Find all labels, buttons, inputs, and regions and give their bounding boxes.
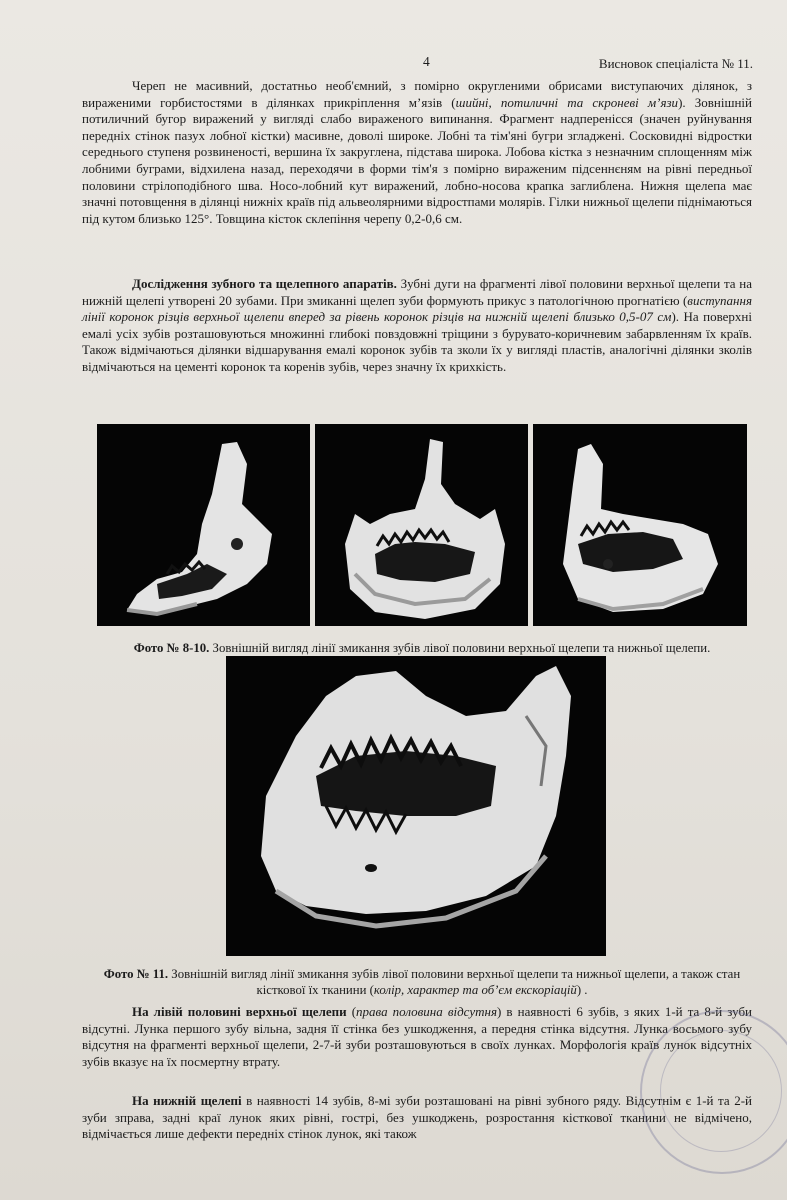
photo-8	[97, 424, 310, 626]
lower-jaw-heading: На нижній щелепі	[132, 1093, 242, 1108]
dental-heading: Дослідження зубного та щелепного апаратів.	[132, 276, 397, 291]
dental-paragraph: Дослідження зубного та щелепного апаратів. Зубні дуги на фрагменті лівої половини верхньої щелепи та на нижній щелепі утворені 20 зубами. При змиканні щелеп зуби формують прикус з патологічною прогнатією (виступання лінії коронок різців верхньої щелепи вперед за рівень коронок різців на нижній щелепі близько 0,5-07 см). На поверхні емалі усіх зубів розташовуються множинні глибокі повздовжні тріщини з бурувато-коричневим забарвленням їх країв. Також відмічаються ділянки відшарування емалі коронок зубів та зколи їх у вигляді пластів, аналогічні ділянки зколів відмічаються на цементі коронок та коренів зубів, через значну їх крихкість.	[82, 276, 753, 374]
intro-section	[82, 78, 752, 227]
caption-photos-8-10: Фото № 8-10. Зовнішній вигляд лінії змикання зубів лівої половини верхньої щелепи та нижньої щелепи.	[133, 641, 711, 655]
page-header	[0, 54, 787, 74]
left-upper-jaw-heading: На лівій половині верхньої щелепи	[132, 1004, 347, 1019]
jaw-photo-9-image	[315, 424, 528, 626]
jaw-photo-11-image	[226, 656, 606, 956]
jaw-photo-10-image	[533, 424, 747, 626]
stamp-inner-ring	[660, 1030, 782, 1152]
photo-9	[315, 424, 528, 626]
document-title: Висновок спеціаліста № 11.	[598, 56, 753, 71]
page-number: 4	[423, 54, 430, 69]
dental-section	[82, 276, 752, 376]
left-upper-jaw-paragraph: На лівій половині верхньої щелепи (права половина відсутня) в наявності 6 зубів, з яких 1-й та 8-й зуби відсутні. Лунка першого зубу вільна, задня її стінка без ушкодження, а передня стінка відсутня. Лунка восьмого зубу відсутня на фрагменті верхньої щелепи, 2-7-й зуби розташовуються в своїх лунках. Морфологія країв лунок відсутніх зубів вказує на їх посмертну втрату.	[82, 1004, 753, 1069]
intro-paragraph: Череп не масивний, достатньо необ'ємний, з помірно округленими обрисами виступаючих ділянок, з вираженими горбистостями в ділянках прикріплення м’язів (шийні, потиличні та скроневі м’язи). Зовнішній потиличний бугор виражений у вигляді слабо вираженого випинання. Фрагмент надперенісся (значен руйнування передніх стінок пазух лобної кістки) масивне, доволі широке. Лобні та тім'яні бугри згладжені. Сосковидні відростки середнього ступеня розвиненості, вершина їх закруглена, підстава широка. Лобова кістка з незначним сплощенням між лобними буграми, відхилена назад, переходячи в форми тім'я з помірно вираженим підсеннєням на рівні передньої половини стрілоподібного шва. Носо-лобний кут виражений, лобно-носова крапка заглиблена. Нижня щелепа має значні потовщення в ділянці нижніх країв під альвеолярними відростпами молярів. Гілки нижньої щелепи піднімаються під кутом близько 125°. Товщина кісток склепіння черепу 0,2-0,6 см.	[82, 78, 752, 226]
lower-jaw-paragraph: На нижній щелепі в наявності 14 зубів, 8-мі зуби розташовані на рівні зубного ряду. Відсутнім є 1-й та 2-й зуби зправа, задні краї лунок яких рівні, гострі, без ушкоджень, розростання кісткової тканини не відмічено, відмічається лише дефекти передніх стінок лунок, які також	[82, 1093, 752, 1142]
jaw-photo-8-image	[97, 424, 310, 626]
photo-11	[226, 656, 606, 956]
photo-10	[533, 424, 747, 626]
caption-photo-11: Фото № 11. Зовнішній вигляд лінії змикання зубів лівої половини верхньої щелепи та нижньої щелепи, а також стан кісткової їх тканини (колір, характер та об’єм екскоріацій) .	[103, 967, 741, 997]
official-stamp	[640, 1010, 787, 1174]
